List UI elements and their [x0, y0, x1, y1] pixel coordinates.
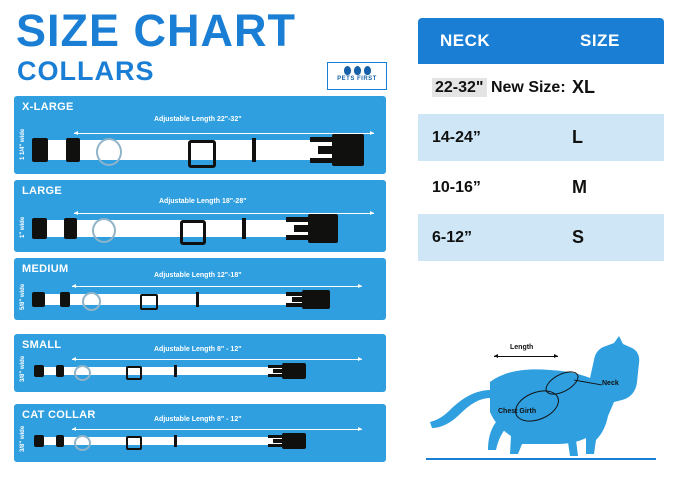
d-ring-icon	[96, 138, 122, 166]
table-header-row	[418, 18, 664, 64]
strap-end-tip	[34, 365, 44, 377]
column-header-size: SIZE	[580, 31, 620, 50]
slider-adjuster	[188, 140, 216, 168]
length-label: Length	[510, 344, 534, 351]
d-ring-icon	[92, 218, 116, 243]
brand-logo	[327, 62, 387, 90]
collar-row-large	[14, 180, 386, 252]
page-title: SIZE CHART	[16, 5, 296, 56]
size-cell: L	[572, 127, 583, 147]
collar-row-small	[14, 334, 386, 392]
collar-adjustable-label: Adjustable Length 18"-28"	[159, 198, 247, 205]
measure-arrow	[72, 286, 362, 287]
side-release-buckle	[286, 214, 338, 243]
size-cell: XL	[572, 77, 596, 97]
strap-keeper	[66, 138, 80, 162]
neck-cell	[418, 79, 572, 97]
slider-adjuster	[126, 366, 142, 380]
side-release-buckle	[268, 363, 306, 379]
strap-keeper-loop	[242, 218, 246, 239]
strap-keeper	[60, 292, 70, 307]
collar-row-cat	[14, 404, 386, 462]
chest-label: Chest Girth	[498, 408, 537, 415]
collar-size-label: MEDIUM	[22, 263, 69, 275]
length-measure-arrow	[494, 356, 558, 357]
size-table	[418, 18, 664, 264]
d-ring-icon	[82, 292, 101, 311]
measurement-diagram	[418, 330, 664, 468]
side-release-buckle	[310, 134, 364, 166]
strap-keeper-loop	[174, 435, 177, 447]
size-cell: M	[572, 177, 587, 197]
neck-cell: 14-24”	[432, 128, 481, 146]
side-release-buckle	[286, 290, 330, 309]
collar-width-label: 1 1/4" wide	[20, 128, 26, 160]
neck-cell: 10-16”	[432, 178, 481, 196]
collar-adjustable-label: Adjustable Length 12"-18"	[154, 272, 242, 279]
new-size-note: New Size:	[490, 78, 566, 96]
collar-size-label: LARGE	[22, 185, 62, 197]
table-row	[418, 214, 664, 264]
measure-arrow	[72, 359, 362, 360]
size-cell: S	[572, 227, 585, 247]
strap-keeper	[56, 435, 64, 447]
slider-adjuster	[126, 436, 142, 450]
collar-row-xlarge	[14, 96, 386, 174]
table-row	[418, 114, 664, 164]
collar-width-label: 5/8" wide	[20, 283, 26, 310]
neck-cell: 6-12”	[432, 228, 473, 246]
neck-label: Neck	[602, 380, 619, 387]
collar-size-label: CAT COLLAR	[22, 409, 96, 421]
strap-end-tip	[32, 138, 48, 162]
strap-end-tip	[32, 292, 45, 307]
strap-keeper-loop	[196, 292, 199, 307]
strap-end-tip	[34, 435, 44, 447]
collar-adjustable-label: Adjustable Length 22"-32"	[154, 116, 242, 123]
paw-prints-icon	[328, 63, 386, 77]
page-subtitle: COLLARS	[17, 56, 155, 86]
measure-arrow	[72, 429, 362, 430]
collar-adjustable-label: Adjustable Length 8" - 12"	[154, 346, 242, 353]
d-ring-icon	[74, 365, 91, 381]
strap-keeper	[56, 365, 64, 377]
table-row	[418, 64, 664, 114]
d-ring-icon	[74, 435, 91, 451]
collar-width-label: 3/8" wide	[20, 425, 26, 452]
neck-range-value: 22-32"	[432, 78, 487, 97]
strap-end-tip	[32, 218, 47, 239]
brand-name: PETS FIRST	[337, 76, 377, 82]
collar-size-label: SMALL	[22, 339, 62, 351]
collar-row-medium	[14, 258, 386, 320]
collar-width-label: 3/8" wide	[20, 355, 26, 382]
collar-width-label: 1" wide	[20, 216, 26, 238]
baseline-divider	[426, 458, 656, 460]
side-release-buckle	[268, 433, 306, 449]
collar-size-label: X-LARGE	[22, 101, 74, 113]
strap-keeper	[64, 218, 77, 239]
collar-adjustable-label: Adjustable Length 8" - 12"	[154, 416, 242, 423]
column-header-neck: NECK	[440, 31, 491, 50]
slider-adjuster	[140, 294, 158, 310]
strap-keeper-loop	[174, 365, 177, 377]
strap-keeper-loop	[252, 138, 256, 162]
slider-adjuster	[180, 220, 206, 245]
table-row	[418, 164, 664, 214]
